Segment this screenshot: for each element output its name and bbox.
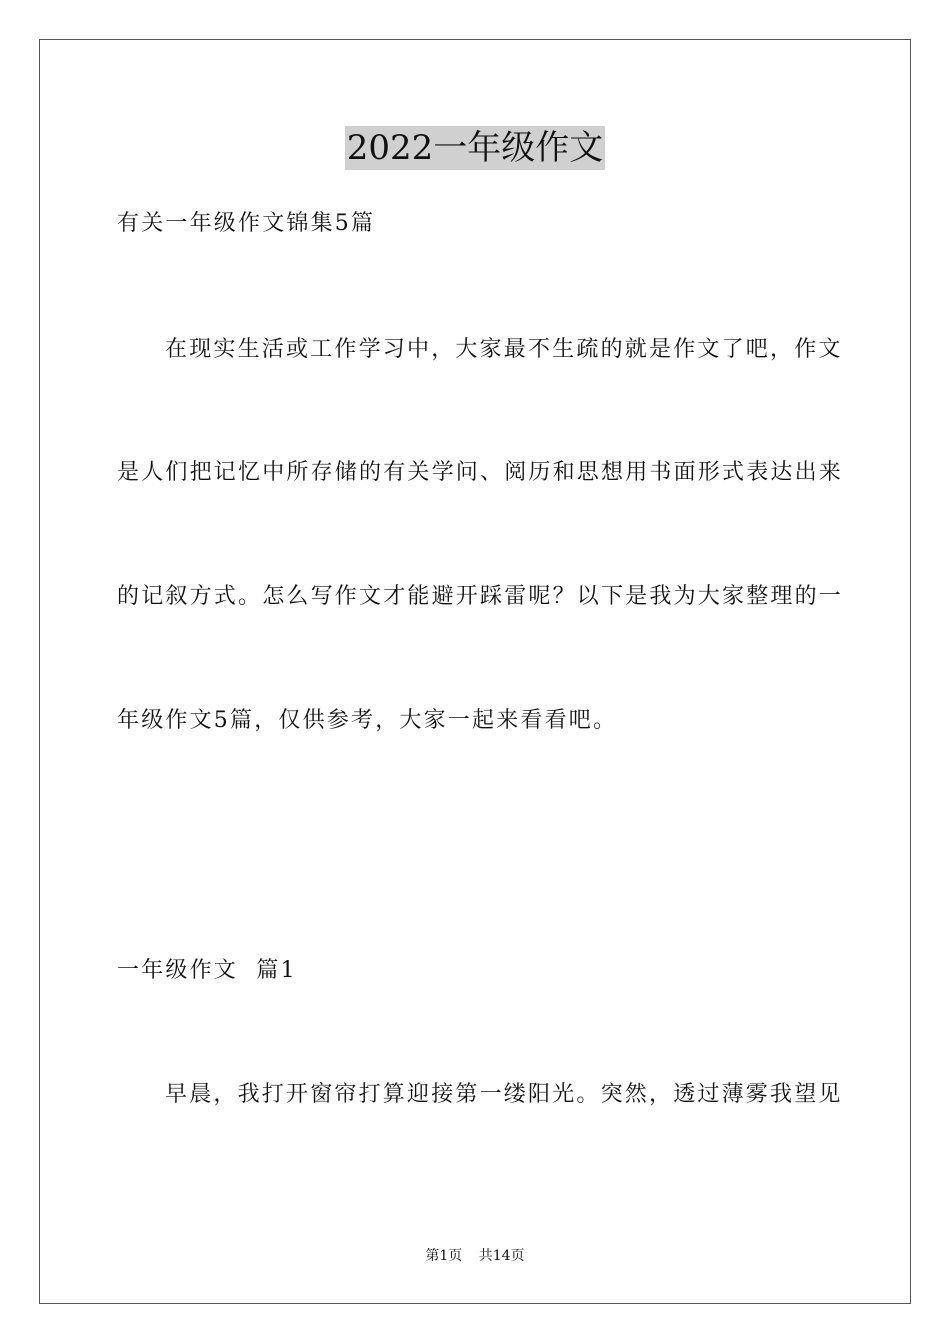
page-number: 第1页 xyxy=(425,1248,463,1264)
intro-line-2: 是人们把记忆中所存储的有关学问、阅历和思想用书面形式表达出来 xyxy=(117,460,844,485)
document-title: 2022一年级作文 xyxy=(346,128,604,168)
section-heading: 一年级作文 篇1 xyxy=(117,958,297,983)
intro-line-3: 的记叙方式。怎么写作文才能避开踩雷呢？以下是我为大家整理的一 xyxy=(117,584,844,609)
title-container xyxy=(0,126,950,170)
section-body-line-1: 早晨，我打开窗帘打算迎接第一缕阳光。突然，透过薄雾我望见 xyxy=(165,1082,843,1107)
document-subtitle: 有关一年级作文锦集5篇 xyxy=(117,211,376,236)
page-footer xyxy=(0,1246,950,1266)
page-total: 共14页 xyxy=(478,1248,525,1264)
intro-line-4: 年级作文5篇，仅供参考，大家一起来看看吧。 xyxy=(117,708,618,733)
intro-line-1: 在现实生活或工作学习中，大家最不生疏的就是作文了吧，作文 xyxy=(165,337,843,362)
